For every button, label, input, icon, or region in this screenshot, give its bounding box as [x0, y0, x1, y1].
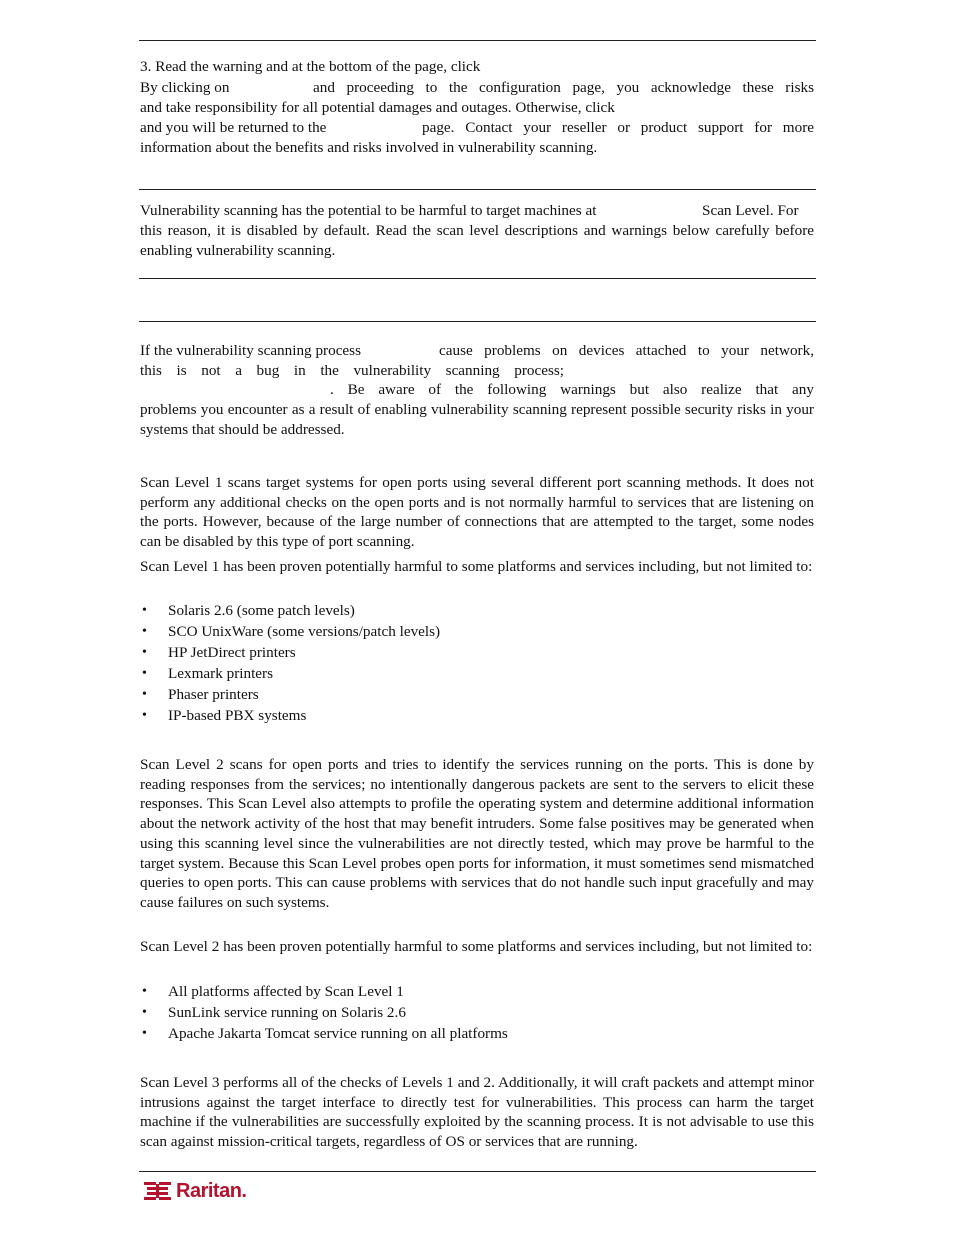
- bullet-icon: •: [142, 603, 147, 618]
- warning-text: problems you encounter as a result of enabling vulnerability scanning represent possible security risks in your systems that should be addressed.: [140, 401, 814, 438]
- list-item: • SunLink service running on Solaris 2.6: [142, 1004, 406, 1021]
- list-item: • IP-based PBX systems: [142, 707, 307, 724]
- list-item: • Solaris 2.6 (some patch levels): [142, 602, 355, 619]
- note-bottom-rule: [139, 278, 816, 279]
- level2-harm-intro: Scan Level 2 has been proven potentially harmful to some platforms and services including, but not limited to:: [140, 938, 813, 955]
- step3-fragment: and you will be returned to the: [140, 119, 327, 136]
- raritan-logo-text: Raritan.: [176, 1179, 247, 1202]
- level1-harm-intro: Scan Level 1 has been proven potentially harmful to some platforms and services including, but not limited to:: [140, 558, 813, 575]
- list-item: • Phaser printers: [142, 686, 259, 703]
- step3-fragment: page. Contact your reseller or product support for more: [422, 119, 814, 136]
- step-3-text: 3. Read the warning and at the bottom of the page, click: [140, 58, 481, 75]
- bullet-icon: •: [142, 645, 147, 660]
- level2-description: Scan Level 2 scans for open ports and tries to identify the services running on the ports. This is done by reading responses from the services; no intentionally dangerous packets are sent to the servers to elicit these responses. This Scan Level also attempts to profile the operating system and determine additional information about the network activity of the host that may benefit intruders. Some false positives may be generated when using this scanning level since the vulnerabilities are not directly tested, which may prove be harmful to the target system. Because this Scan Level probes open ports for information, it must sometimes send mismatched queries to open ports. This can cause problems with services that do not handle such input gracefully and may cause failures on such systems.: [140, 756, 814, 911]
- note-fragment: Vulnerability scanning has the potential to be harmful to target machines at: [140, 202, 597, 219]
- bullet-icon: •: [142, 708, 147, 723]
- level1-description: Scan Level 1 scans target systems for open ports using several different port scanning methods. It does not perform any additional checks on the open ports and is not normally harmful to services that are listening on the ports. However, because of the large number of connections that are attempted to the target, some nodes can be disabled by this type of port scanning.: [140, 474, 814, 551]
- list-item: • SCO UnixWare (some versions/patch levels): [142, 623, 441, 640]
- level3-description: Scan Level 3 performs all of the checks of Levels 1 and 2. Additionally, it will craft packets and attempt minor intrusions against the target interface to directly test for vulnerabilities. This process can harm the target machine if the vulnerabilities are successfully exploited by the scanning process. It is not advisable to use this scan against mission-critical targets, regardless of OS or services that are running.: [140, 1074, 814, 1151]
- warning-fragment: this is not a bug in the vulnerability scanning process;: [140, 362, 564, 379]
- note-text: this reason, it is disabled by default. Read the scan level descriptions and warnings below carefully before enabling vulnerability scanning.: [140, 222, 814, 259]
- warning-fragment: . Be aware of the following warnings but also realize that any: [330, 381, 814, 398]
- bullet-icon: •: [142, 687, 147, 702]
- warning-top-rule: [139, 321, 816, 322]
- step3-line: and take responsibility for all potential damages and outages. Otherwise, click: [140, 99, 615, 116]
- note-top-rule: [139, 189, 816, 190]
- raritan-mark-icon: [144, 1179, 176, 1203]
- header-rule: [139, 40, 816, 41]
- step3-fragment: By clicking on: [140, 79, 230, 96]
- step3-line: information about the benefits and risks involved in vulnerability scanning.: [140, 139, 598, 156]
- bullet-icon: •: [142, 1005, 147, 1020]
- list-item: • Apache Jakarta Tomcat service running on all platforms: [142, 1025, 508, 1042]
- level1-list: [140, 601, 814, 727]
- level2-list: [140, 982, 814, 1045]
- bullet-icon: •: [142, 984, 147, 999]
- warning-fragment: If the vulnerability scanning process: [140, 342, 361, 359]
- warning-fragment: cause problems on devices attached to your network,: [439, 342, 814, 359]
- list-item: • All platforms affected by Scan Level 1: [142, 983, 404, 1000]
- list-item: • HP JetDirect printers: [142, 644, 296, 661]
- bullet-icon: •: [142, 624, 147, 639]
- raritan-logo: [144, 1179, 246, 1203]
- step3-fragment: and proceeding to the configuration page, you acknowledge these risks: [313, 79, 814, 96]
- footer-rule: [139, 1171, 816, 1172]
- list-item: • Lexmark printers: [142, 665, 274, 682]
- bullet-icon: •: [142, 666, 147, 681]
- note-fragment: Scan Level. For: [702, 202, 799, 219]
- bullet-icon: •: [142, 1026, 147, 1041]
